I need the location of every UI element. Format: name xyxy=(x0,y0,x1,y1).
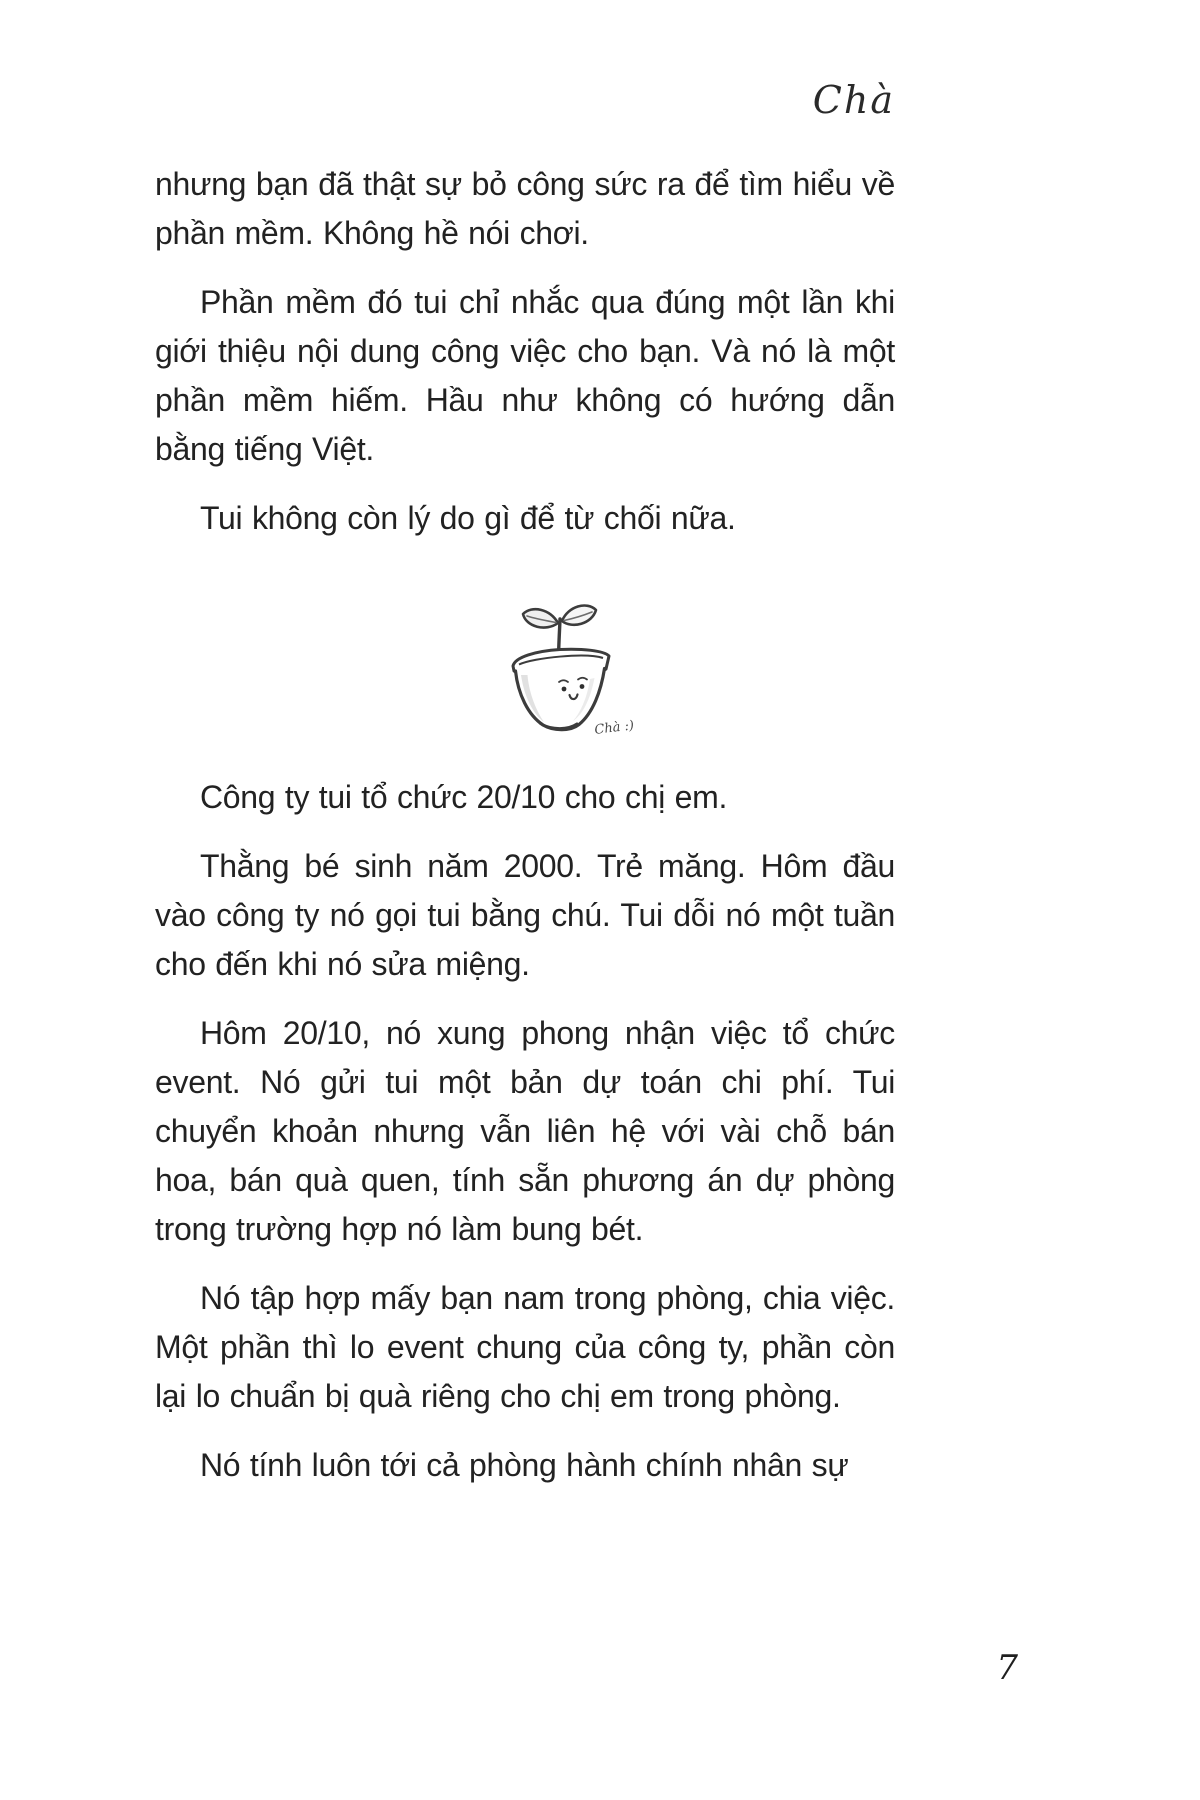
left-eye xyxy=(562,687,567,692)
paragraph: Nó tập hợp mấy bạn nam trong phòng, chia việc. Một phần thì lo event chung của công ty, phần còn lại lo chuẩn bị quà riêng cho chị em trong phòng. xyxy=(155,1280,895,1414)
paragraph: Nó tính luôn tới cả phòng hành chính nhân sự xyxy=(200,1447,849,1483)
paragraph: Hôm 20/10, nó xung phong nhận việc tổ chức event. Nó gửi tui một bản dự toán chi phí. Tui chuyển khoản nhưng vẫn liên hệ với vài chỗ bán hoa, bán quà quen, tính sẵn phương án dự phòng trong trường hợp nó làm bung bét. xyxy=(155,1015,895,1247)
running-header-title: Chà xyxy=(812,78,895,122)
paragraph: Phần mềm đó tui chỉ nhắc qua đúng một lần khi giới thiệu nội dung công việc cho bạn. Và nó là một phần mềm hiếm. Hầu như không có hướng dẫn bằng tiếng Việt. xyxy=(155,284,895,467)
sprout-left-leaf-icon xyxy=(523,609,558,627)
paragraph: Công ty tui tổ chức 20/10 cho chị em. xyxy=(200,779,728,815)
page-body xyxy=(155,160,895,1510)
sprout-right-leaf-icon xyxy=(562,606,596,625)
section-break-illustration xyxy=(155,563,895,738)
illustration-signature: Chà :) xyxy=(593,718,635,738)
flower-pot-sprout-illustration xyxy=(478,563,648,741)
right-eye xyxy=(580,684,585,689)
paragraph: nhưng bạn đã thật sự bỏ công sức ra để tìm hiểu về phần mềm. Không hề nói chơi. xyxy=(155,166,895,251)
paragraph: Tui không còn lý do gì để từ chối nữa. xyxy=(200,500,736,536)
page-number: 7 xyxy=(996,1648,1018,1688)
paragraph: Thằng bé sinh năm 2000. Trẻ măng. Hôm đầu vào công ty nó gọi tui bằng chú. Tui dỗi nó một tuần cho đến khi nó sửa miệng. xyxy=(155,848,895,982)
